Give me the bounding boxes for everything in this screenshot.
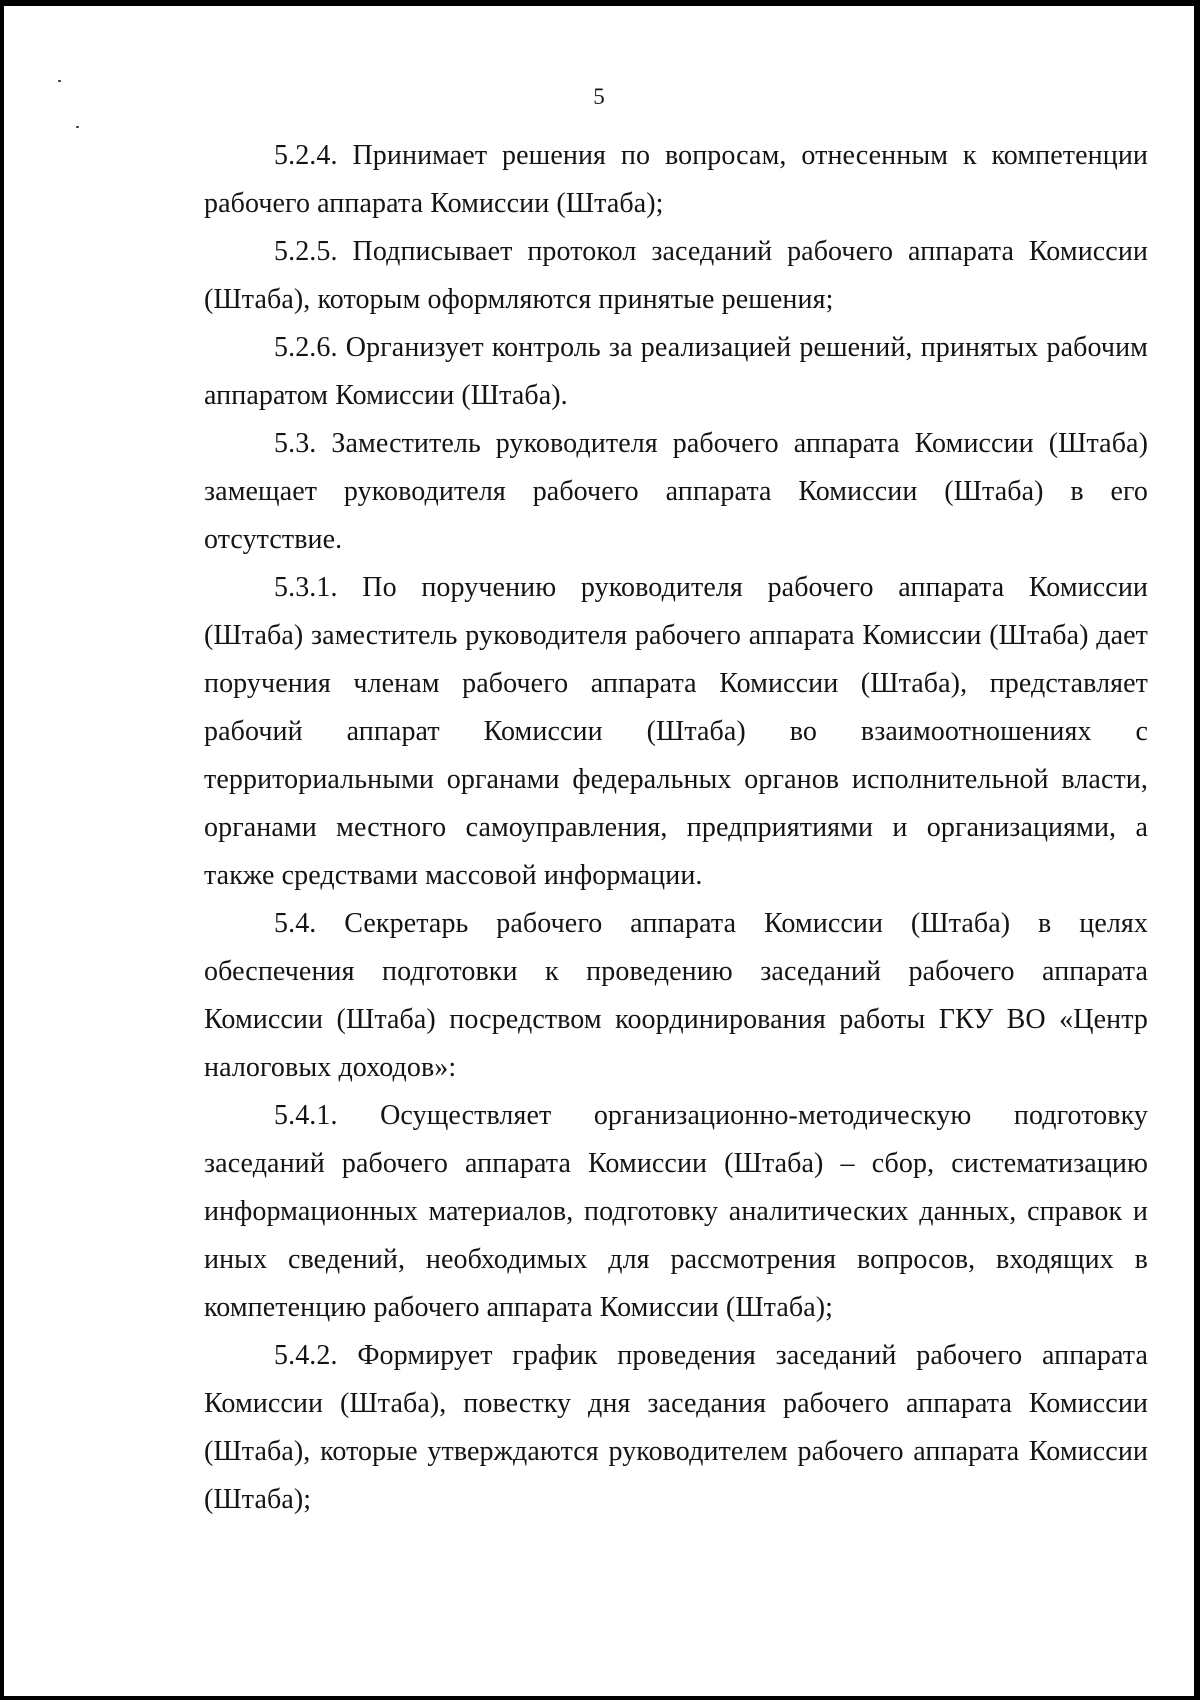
document-page [4, 6, 1194, 1696]
scan-artifact [58, 80, 61, 82]
paragraph-5-4: 5.4. Секретарь рабочего аппарата Комиссии (Штаба) в целях обеспечения подготовки к проведению заседаний рабочего аппарата Комиссии (Штаба) посредством координирования работы ГКУ ВО «Центр налоговых доходов»: [204, 908, 1148, 1083]
paragraph-5-2-4: 5.2.4. Принимает решения по вопросам, отнесенным к компетенции рабочего аппарата Комиссии (Штаба); [204, 140, 1148, 219]
paragraph-5-3: 5.3. Заместитель руководителя рабочего аппарата Комиссии (Штаба) замещает руководителя рабочего аппарата Комиссии (Штаба) в его отсутствие. [204, 428, 1148, 555]
page-number: 5 [593, 84, 605, 109]
paragraph-5-4-1: 5.4.1. Осуществляет организационно-методическую подготовку заседаний рабочего аппарата Комиссии (Штаба) – сбор, систематизацию информационных материалов, подготовку аналитических данных, справок и иных сведений, необходимых для рассмотрения вопросов, входящих в компетенцию рабочего аппарата Комиссии (Штаба); [204, 1100, 1148, 1323]
paragraph-5-3-1: 5.3.1. По поручению руководителя рабочего аппарата Комиссии (Штаба) заместитель руководителя рабочего аппарата Комиссии (Штаба) дает поручения членам рабочего аппарата Комиссии (Штаба), представляет рабочий аппарат Комиссии (Штаба) во взаимоотношениях с территориальными органами федеральных органов исполнительной власти, органами местного самоуправления, предприятиями и организациями, а также средствами массовой информации. [204, 572, 1148, 891]
scan-artifact [76, 126, 79, 128]
paragraph-5-4-2: 5.4.2. Формирует график проведения заседаний рабочего аппарата Комиссии (Штаба), повестку дня заседания рабочего аппарата Комиссии (Штаба), которые утверждаются руководителем рабочего аппарата Комиссии (Штаба); [204, 1340, 1148, 1515]
document-body [204, 132, 1148, 1524]
paragraph-5-2-6: 5.2.6. Организует контроль за реализацией решений, принятых рабочим аппаратом Комиссии (Штаба). [204, 332, 1148, 411]
paragraph-5-2-5: 5.2.5. Подписывает протокол заседаний рабочего аппарата Комиссии (Штаба), которым оформляются принятые решения; [204, 236, 1148, 315]
